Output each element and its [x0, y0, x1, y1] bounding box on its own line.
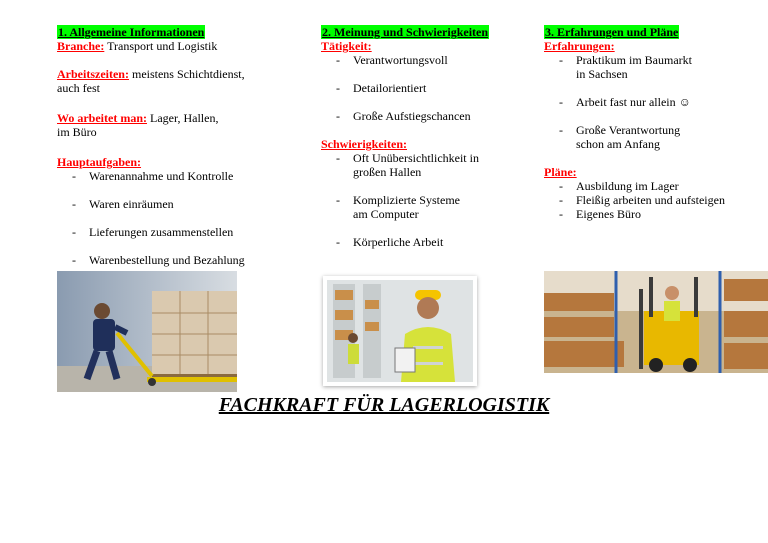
- branche-line: [57, 39, 292, 53]
- arbeitszeiten-label: Arbeitszeiten:: [57, 67, 129, 81]
- list-item: - Große Verantwortung schon am Anfang: [544, 123, 766, 151]
- list-item: - Praktikum im Baumarkt in Sachsen: [544, 53, 766, 81]
- list-item: - Detailorientiert: [321, 81, 521, 95]
- wo-value-2: im Büro: [57, 125, 97, 139]
- list-item: - Körperliche Arbeit: [321, 235, 521, 249]
- arbeitszeiten-value-2: auch fest: [57, 81, 100, 95]
- photo-worker-with-clipboard: [323, 276, 477, 386]
- list-item: - Waren einräumen: [57, 197, 292, 211]
- arbeitszeiten-value: meistens Schichtdienst,: [128, 67, 245, 81]
- branche-label: Branche:: [57, 39, 105, 53]
- arbeitszeiten-line: [57, 67, 292, 81]
- erfahrungen-list: [544, 53, 766, 151]
- hauptaufgaben-label: Hauptaufgaben:: [57, 155, 142, 169]
- schwierigkeiten-list: [321, 151, 521, 249]
- erfahrungen-label: Erfahrungen:: [544, 39, 615, 53]
- schwierigkeiten-label: Schwierigkeiten:: [321, 137, 407, 151]
- list-item: - Verantwortungsvoll: [321, 53, 521, 67]
- taetigkeit-label: Tätigkeit:: [321, 39, 372, 53]
- list-item: - Fleißig arbeiten und aufsteigen: [544, 193, 766, 207]
- list-item: - Oft Unübersichtlichkeit in großen Hallen: [321, 151, 521, 179]
- list-item: - Warenbestellung und Bezahlung: [57, 253, 292, 267]
- column-allgemeine-informationen: [57, 25, 292, 267]
- list-item: - Große Aufstiegschancen: [321, 109, 521, 123]
- list-item: - Eigenes Büro: [544, 207, 766, 221]
- taetigkeit-list: [321, 53, 521, 123]
- list-item: - Komplizierte Systeme am Computer: [321, 193, 521, 221]
- heading-meinung-schwierigkeiten: 2. Meinung und Schwierigkeiten: [322, 25, 489, 39]
- photo-forklift-driver: [544, 271, 768, 373]
- wo-label: Wo arbeitet man:: [57, 111, 147, 125]
- list-item: - Lieferungen zusammenstellen: [57, 225, 292, 239]
- column-meinung-schwierigkeiten: [321, 25, 521, 249]
- list-item: - Ausbildung im Lager: [544, 179, 766, 193]
- hauptaufgaben-list: [57, 169, 292, 267]
- heading-allgemeine-informationen: 1. Allgemeine Informationen: [58, 25, 205, 39]
- plaene-label: Pläne:: [544, 165, 577, 179]
- wo-value: Lager, Hallen,: [146, 111, 219, 125]
- plaene-list: [544, 179, 766, 221]
- branche-value: Transport und Logistik: [104, 39, 218, 53]
- column-erfahrungen-plaene: [544, 25, 766, 221]
- list-item: - Warenannahme und Kontrolle: [57, 169, 292, 183]
- wo-line: [57, 111, 292, 125]
- photo-pallet-jack-worker: [57, 271, 237, 392]
- page-title: FACHKRAFT FÜR LAGERLOGISTIK: [218, 394, 550, 416]
- heading-erfahrungen-plaene: 3. Erfahrungen und Pläne: [545, 25, 679, 39]
- list-item: - Arbeit fast nur allein ☺: [544, 95, 766, 109]
